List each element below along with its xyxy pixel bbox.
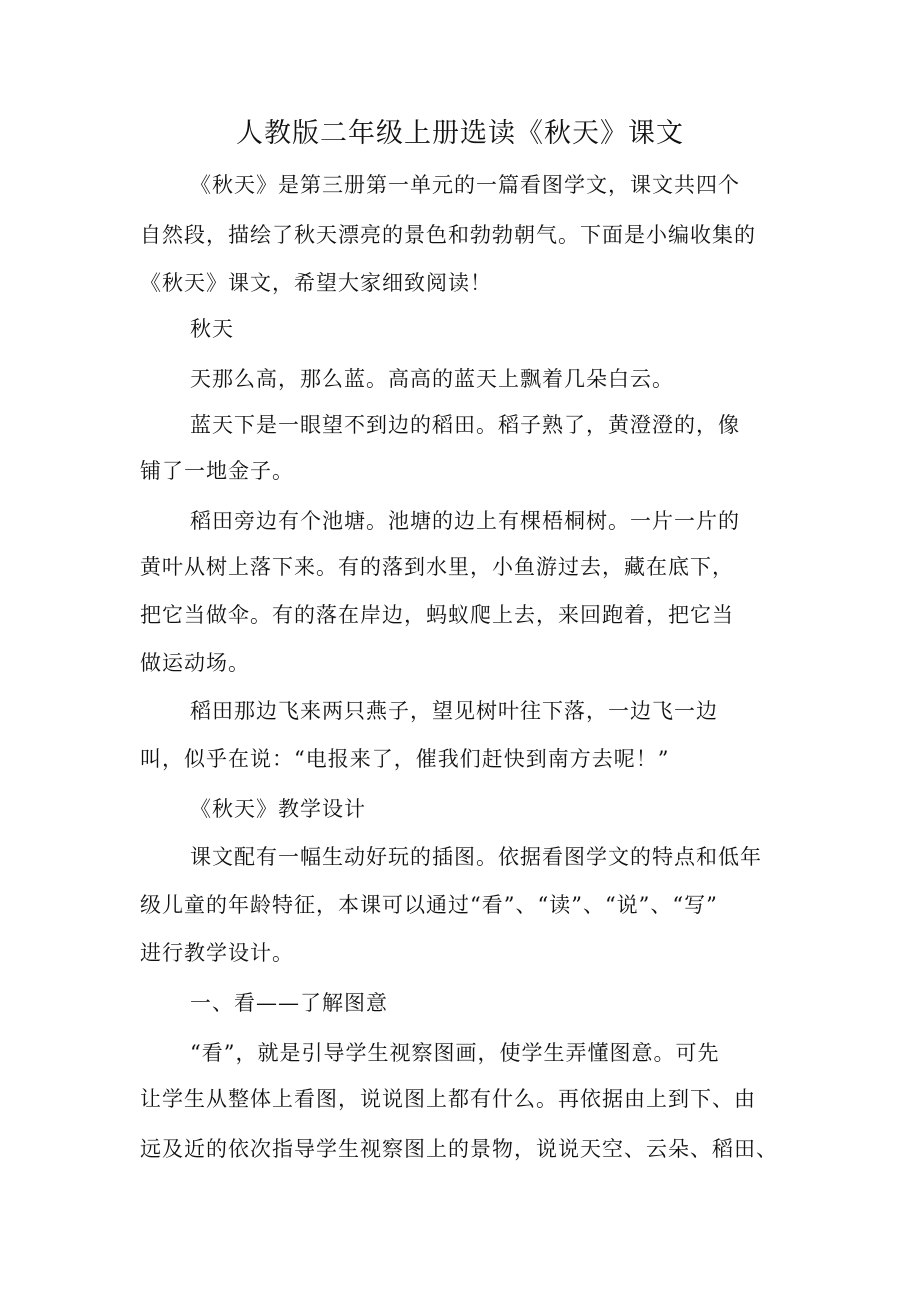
intro-line-2: 自然段，描绘了秋天漂亮的景色和勃勃朝气。下面是小编收集的 xyxy=(140,223,756,247)
section-1-line-2: 让学生从整体上看图，说说图上都有什么。再依据由上到下、由 xyxy=(140,1087,756,1111)
paragraph-3-line-3: 把它当做伞。有的落在岸边，蚂蚁爬上去，来回跑着，把它当 xyxy=(140,603,734,627)
paragraph-2-line-2: 铺了一地金子。 xyxy=(140,459,294,483)
design-line-3: 进行教学设计。 xyxy=(140,941,294,965)
document-title: 人教版二年级上册选读《秋天》课文 xyxy=(236,118,684,149)
paragraph-3-line-4: 做运动场。 xyxy=(140,651,250,675)
text-heading: 秋天 xyxy=(190,317,234,341)
design-line-2: 级儿童的年龄特征，本课可以通过“看”、“读”、“说”、“写” xyxy=(140,893,718,917)
teaching-design-heading: 《秋天》教学设计 xyxy=(190,797,366,821)
section-1-heading: 一、看——了解图意 xyxy=(190,991,388,1015)
intro-line-1: 《秋天》是第三册第一单元的一篇看图学文，课文共四个 xyxy=(190,173,740,197)
paragraph-3-line-1: 稻田旁边有个池塘。池塘的边上有棵梧桐树。一片一片的 xyxy=(190,509,740,533)
paragraph-4-line-2: 叫，似乎在说：“电报来了，催我们赶快到南方去呢！” xyxy=(140,747,670,771)
paragraph-4-line-1: 稻田那边飞来两只燕子，望见树叶往下落，一边飞一边 xyxy=(190,699,718,723)
paragraph-3-line-2: 黄叶从树上落下来。有的落到水里，小鱼游过去，藏在底下， xyxy=(140,555,734,579)
section-1-line-3: 远及近的依次指导学生视察图上的景物，说说天空、云朵、稻田、 xyxy=(140,1137,778,1161)
section-1-line-1: “看”，就是引导学生视察图画，使学生弄懂图意。可先 xyxy=(190,1041,720,1065)
paragraph-1-line-1: 天那么高，那么蓝。高高的蓝天上飘着几朵白云。 xyxy=(190,367,674,391)
intro-line-3: 《秋天》课文，希望大家细致阅读！ xyxy=(140,271,492,295)
paragraph-2-line-1: 蓝天下是一眼望不到边的稻田。稻子熟了，黄澄澄的，像 xyxy=(190,413,740,437)
design-line-1: 课文配有一幅生动好玩的插图。依据看图学文的特点和低年 xyxy=(190,845,762,869)
